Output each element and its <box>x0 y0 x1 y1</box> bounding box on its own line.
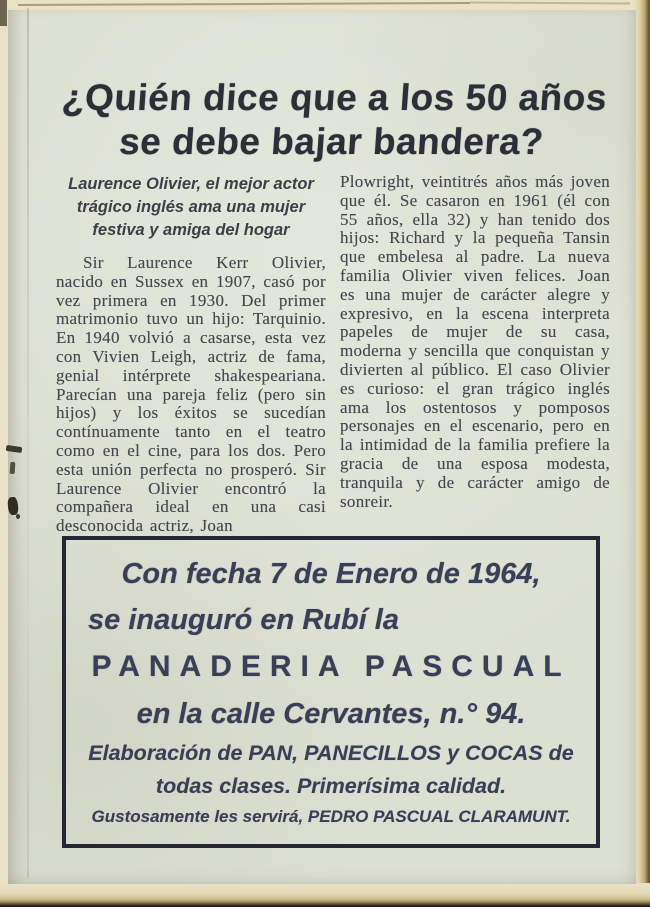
magazine-page <box>8 10 636 884</box>
article-title-line2: se debe bajar bandera? <box>117 121 546 162</box>
page-top-crease-line-right <box>470 1 630 4</box>
ad-products-line: Elaboración de PAN, PANECILLOS y COCAS de <box>88 740 574 765</box>
ad-owner-line: Gustosamente les servirá, PEDRO PASCUAL CLARAMUNT. <box>91 806 571 826</box>
article-paragraph-right: Plowright, veintitrés años más joven que él. Se casaron en 1961 (él con 55 años, ella 32) y han tenido dos hijos: Richard y la pequeña Tansin que embelesa al padre. La nueva familia Olivier viven felices. Joan es una mujer de carácter alegre y expresivo, en la escena interpreta papeles de mujer de su casa, moderna y sencilla que conquistan y divierten al público. El caso Olivier es curioso: el gran trágico inglés ama los ostentosos y pomposos personajes en el escenario, pero en la intimidad de la familia prefiere la gracia de una esposa modesta, tranquila y de carácter amigo de sonreir. <box>340 172 610 511</box>
article-lede: Laurence Olivier, el mejor actor trágico inglés ama una mujer festiva y amiga del hogar <box>68 175 314 239</box>
article-column-left <box>56 173 326 536</box>
article-column-right <box>340 173 610 536</box>
ad-opening-line: se inauguró en Rubí la <box>88 603 399 636</box>
page-content <box>8 10 636 848</box>
staple-mark <box>16 514 20 519</box>
ad-quality-line: todas clases. Primerísima calidad. <box>155 773 507 798</box>
article-title-line1: ¿Quién dice que a los 50 años <box>60 77 609 118</box>
page-top-crease-line <box>18 2 470 6</box>
article-title <box>53 76 613 164</box>
article-paragraph-left: Sir Laurence Kerr Olivier, nacido en Sussex en 1907, casó por vez primera en 1930. Del primer matrimonio tuvo un hijo: Tarquinio. En 1940 volvió a casarse, esta vez con Vivien Leigh, actriz de fama, genial intérprete shakespeariana. Parecían una pareja feliz (pero sin hijos) y los éxitos se sucedían contínuamente tanto en el teatro como en el cine, para los dos. Pero esta unión perfecta no prosperó. Sir Laurence Olivier encontró la compañera ideal en una casi desconocida actriz, Joan <box>56 253 326 536</box>
paper-stack-bottom-edge <box>0 883 650 907</box>
article-columns <box>56 173 610 536</box>
advertisement-box <box>62 536 600 848</box>
binding-crease <box>27 8 29 878</box>
ad-address-line: en la calle Cervantes, n.° 94. <box>136 697 526 730</box>
paper-stack-right-edge <box>634 0 650 907</box>
ad-date-line: Con fecha 7 de Enero de 1964, <box>121 557 541 590</box>
ad-business-name: PANADERIA PASCUAL <box>91 649 571 683</box>
staple-mark <box>10 462 16 474</box>
photo-corner-shadow <box>0 0 7 26</box>
